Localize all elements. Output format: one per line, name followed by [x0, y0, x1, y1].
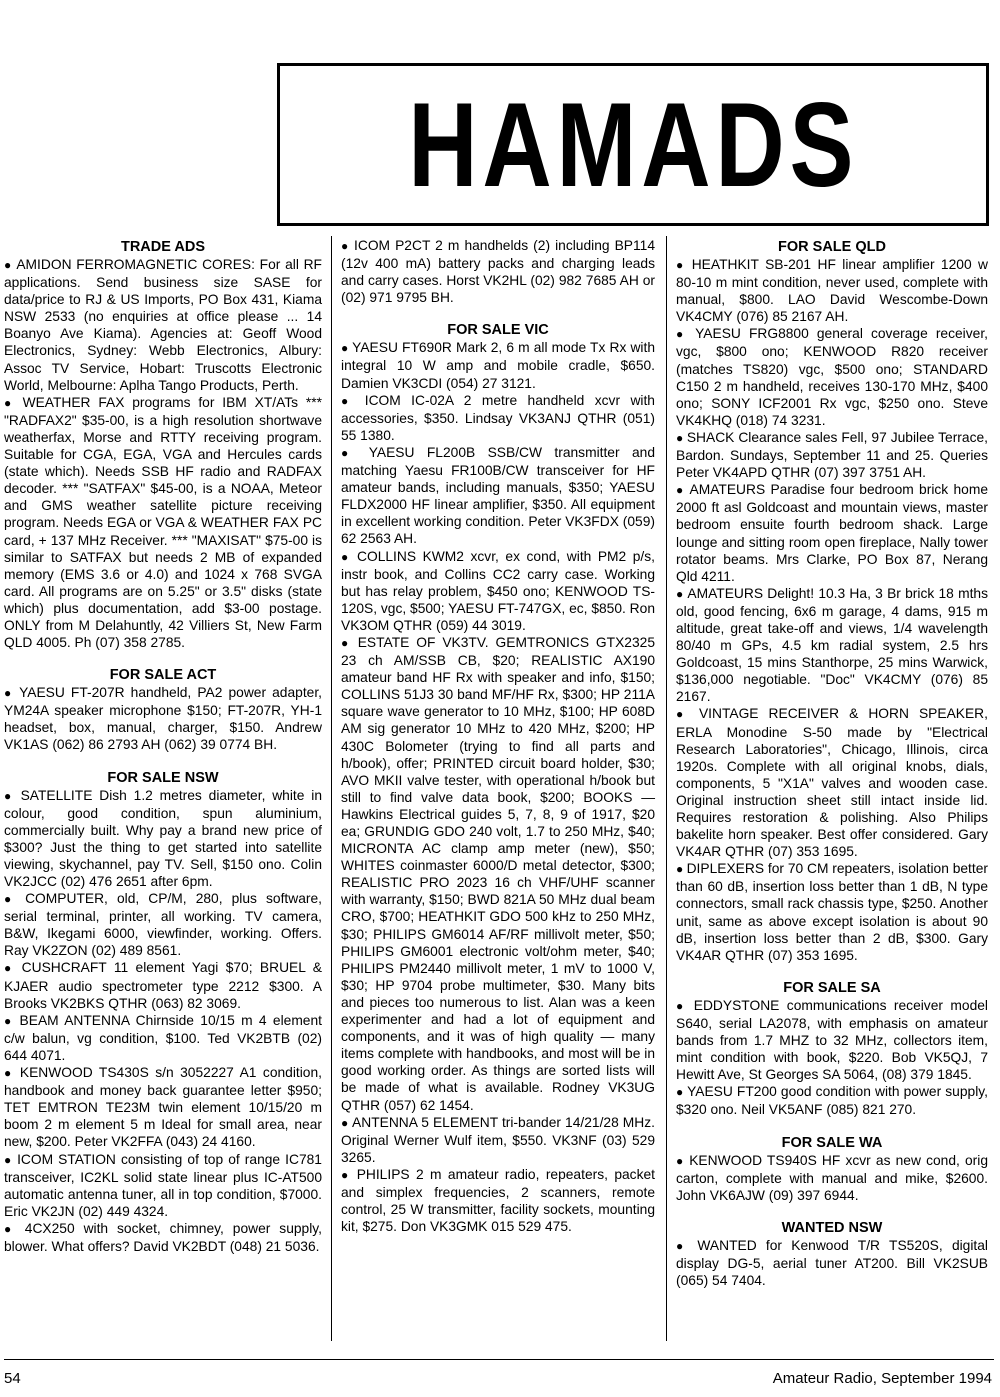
- section-heading: TRADE ADS: [120, 239, 206, 255]
- column-3: [676, 237, 988, 1397]
- classified-ad: ● HEATHKIT SB-201 HF linear amplifier 1200 w 80-10 m mint condition, never used, complete with manual, $800. LAO David Wescombe-Down VK4CMY (076) 85 2167 AH.: [676, 256, 988, 325]
- classified-ad: ● AMIDON FERROMAGNETIC CORES: For all RF applications. Send business size SASE for data/price to RJ & US Imports, PO Box 431, Kiama NSW 2533 (no enquiries at office please ... 14 Boanyo Ave Kiama). Agencies at: Geoff Wood Electronics, Sydney: Webb Electronics, Albury: Assoc TV Service, Hobart: Truscotts Electronic World, Melbourne: Aplha Tango Products, Perth.: [4, 256, 322, 394]
- classified-ad: ● KENWOOD TS430S s/n 3052227 A1 condition, handbook and money back guarantee letter $950; TET EMTRON TE23M twin element 10/15/20 m boom 2 m element 5 m Ideal for small area, near new, $200. Peter VK2FFA (043) 24 4160.: [4, 1064, 322, 1150]
- classified-ad: ● ICOM STATION consisting of top of range IC781 transceiver, IC2KL solid state linear plus IC-AT500 automatic antenna tuner, all in top condition, $7000. Eric VK2JN (02) 449 4324.: [4, 1151, 322, 1220]
- classified-ad: ● YAESU FRG8800 general coverage receiver, vgc, $800 ono; KENWOOD R820 receiver (matches TS820) vgc, $500 ono; STANDARD C150 2 m handheld, receives 130-170 MHz, $400 ono; SONY ICF2001 Rx vgc, $250 ono. Steve VK4KHQ (018) 74 3231.: [676, 325, 988, 429]
- section-heading: WANTED NSW: [781, 1219, 883, 1236]
- classified-ad: ● WEATHER FAX programs for IBM XT/ATs *** "RADFAX2" $35-00, is a high resolution shortwave weatherfax, Morse and RTTY receiving program. Suitable for CGA, EGA, VGA and Hercules cards (state which). Needs SSB HF radio and RADFAX decoder. *** "SATFAX" $45-00, is a NOAA, Meteor and GMS weather satellite picture receiving program. Needs EGA or VGA & WEATHER FAX PC card, + 137 MHz Receiver. *** "MAXISAT" $75-00 is similar to SATFAX but needs 2 MB of expanded memory (EMS 3.6 or 4.0) and 1024 x 768 SVGA card. All programs are on 5.25" or 3.5" disks (state which) plus documentation, add $3-00 postage. ONLY from M Delahuntly, 42 Villiers St, New Farm QLD 4005. Ph (07) 358 2785.: [4, 394, 322, 651]
- column-2: [341, 237, 655, 1397]
- classified-ad: ● YAESU FL200B SSB/CW transmitter and matching Yaesu FR100B/CW transceiver for HF amateur bands, including manuals, $350; YAESU FLDX2000 HF linear amplifier, $350. All equipment in excellent working condition. Peter VK3FDX (059) 62 2563 AH.: [341, 444, 655, 548]
- section-heading: FOR SALE NSW: [107, 769, 219, 786]
- classified-ad: ● COLLINS KWM2 xcvr, ex cond, with PM2 p/s, instr book, and Collins CC2 carry case. Working but has relay problem, $450 ono; KENWOOD TS-120S, vgc, $500; YAESU FT-747GX, ec, $850. Ron VK3OM QTHR (059) 44 3019.: [341, 548, 655, 634]
- classified-ad: ● ICOM IC-02A 2 metre handheld xcvr with accessories, $350. Lindsay VK3ANJ QTHR (051) 55 1380.: [341, 392, 655, 444]
- classified-ad: ● WANTED for Kenwood T/R TS520S, digital display DG-5, aerial tuner AT200. Bill VK2SUB (065) 54 7404.: [676, 1237, 988, 1289]
- column-divider: [331, 236, 332, 1341]
- page-number: 54: [4, 1370, 21, 1387]
- classified-ad: ● BEAM ANTENNA Chirnside 10/15 m 4 element c/w balun, vg condition, $100. Ted VK2BTB (02) 644 4071.: [4, 1012, 322, 1064]
- footer-divider: [4, 1359, 994, 1360]
- column-1: [4, 237, 322, 1397]
- classified-ad: ● 4CX250 with socket, chimney, power supply, blower. What offers? David VK2BDT (048) 21 5036.: [4, 1220, 322, 1255]
- classified-ad: ● COMPUTER, old, CP/M, 280, plus software, serial terminal, printer, all working. TV camera, B&W, Ikegami 6000, viewfinder, working. Offers. Ray VK2ZON (02) 489 8561.: [4, 890, 322, 959]
- classified-ad: ● VINTAGE RECEIVER & HORN SPEAKER, ERLA Monodine S-50 made by "Electrical Research Laboratories", Chicago, Illinois, circa 1920s. Complete with all original knobs, dials, components, 5 "X1A" valves and wooden case. Original instruction sheet still intact inside lid. Requires restoration & polishing. Also Philips bakelite horn speaker. Best offer considered. Gary VK4AR QTHR (07) 353 1695.: [676, 705, 988, 860]
- classified-ad: ● CUSHCRAFT 11 element Yagi $70; BRUEL & KJAER audio spectrometer type 2212 $300. A Brooks VK2BKS QTHR (063) 82 3069.: [4, 959, 322, 1011]
- classified-ad: ● AMATEURS Delight! 10.3 Ha, 3 Br brick 18 mths old, good fencing, 6x6 m garage, 4 dams, 915 m altitude, great take-off and views, 1/4 wavelength 80/40 m GPs, 4.5 km radial system, 2.5 hrs Goldcoast, 15 mins Stanthorpe, 25 mins Warwick, $136,000 negotiable. "Doc" VK4CMY (076) 85 2167.: [676, 585, 988, 706]
- classified-ad: ● PHILIPS 2 m amateur radio, repeaters, packet and simplex frequencies, 2 scanners, remote control, 25 W transmitter, facility sockets, mounting kit, $275. Don VK3GMK 015 529 475.: [341, 1166, 655, 1235]
- page-title: HAMADS: [407, 77, 859, 212]
- classified-ad: ● SHACK Clearance sales Fell, 97 Jubilee Terrace, Bardon. Sundays, September 11 and 25. Queries Peter VK4APD QTHR (07) 397 3751 AH.: [676, 429, 988, 481]
- section-heading: FOR SALE WA: [781, 1134, 883, 1151]
- classified-ad: ● ICOM P2CT 2 m handhelds (2) including BP114 (12v 400 mA) battery packs and charging leads and carry cases. Horst VK2HL (02) 982 7685 AH or (02) 971 9795 BH.: [341, 237, 655, 306]
- classified-ad: ● AMATEURS Paradise four bedroom brick home 2000 ft asl Goldcoast and mountain views, master bedroom ensuite fourth bedroom shack. Large lounge and sitting room open fireplace, Nally tower rotator beams. Mrs Clarke, PO Box 87, Nerang Qld 4211.: [676, 481, 988, 585]
- classified-ad: ● YAESU FT690R Mark 2, 6 m all mode Tx Rx with integral 10 W amp and mobile cradle, $650. Damien VK3CDI (054) 27 3121.: [341, 339, 655, 391]
- section-heading: FOR SALE SA: [783, 979, 881, 996]
- section-heading: FOR SALE VIC: [447, 322, 549, 339]
- masthead-box: [277, 63, 989, 226]
- publication-line: Amateur Radio, September 1994: [772, 1370, 992, 1387]
- classified-ad: ● EDDYSTONE communications receiver model S640, serial LA2078, with emphasis on amateur bands from 1.7 MHZ to 32 MHz, collectors item, mint condition with book, $220. Bob VK5QJ, 7 Hewitt Ave, St Georges SA 5064, (08) 379 1845.: [676, 997, 988, 1083]
- classified-ad: ● ESTATE OF VK3TV. GEMTRONICS GTX2325 23 ch AM/SSB CB, $20; REALISTIC AX190 amateur band HF Rx with speaker and info, $150; COLLINS 51J3 30 band MF/HF Rx, $300; HP 211A square wave generator to 10 MHz, $100; HP 608D AM sig generator 10 MHz to 420 MHz, $200; HP 430C Bolometer (trying to find all parts and h/book), offer; PRINTED circuit board holder, $30; AVO MKII valve tester, with operational h/book but still to find valve data book, $200; BOOKS — Hawkins Electrical guides 5, 7, 8, 9 of 1917, $20 ea; GRUNDIG GDO 240 volt, 1.7 to 250 MHz, $40; MICRONTA AC clamp amp meter (new), $50; WHITES coinmaster 6000/D metal detector, $300; REALISTIC PRO 2023 16 ch VHF/UHF scanner with warranty, $150; BWD 821A 50 MHz dual beam CRO, $700; HEATHKIT GDO 500 kHz to 250 MHz, $30; PHILIPS GM6014 AF/RF millivolt meter, $50; PHILIPS GM6001 electronic volt/ohm meter, $40; PHILIPS PM2440 millivolt meter, 1 mV to 1000 V, $30; HP 9704 probe multimeter, $30. Many bits and pieces too numerous to list. Alan was a keen experimenter and had a lot of equipment and components, and it was of high quality — many items complete with handbooks, and most will be in good working order. As things are sorted lists will be made of what is available. Rodney VK3UG QTHR (057) 62 1454.: [341, 634, 655, 1114]
- classified-ad: ● YAESU FT200 good condition with power supply, $320 ono. Neil VK5ANF (085) 821 270.: [676, 1083, 988, 1118]
- classified-ad: ● SATELLITE Dish 1.2 metres diameter, white in colour, good condition, spun aluminium, commercially built. Why pay a brand new price of $300? Just the thing to get started into satellite viewing, skychannel, pay TV. Sell, $150 ono. Colin VK2JCC (02) 476 2651 after 6pm.: [4, 787, 322, 891]
- classified-ad: ● DIPLEXERS for 70 CM repeaters, isolation better than 60 dB, insertion loss better than 1 dB, N type connectors, small rack chassis type, $250. Another unit, same as above except isolation is about 90 dB, insertion loss better than 2 dB, $300. Gary VK4AR QTHR (07) 353 1695.: [676, 860, 988, 964]
- classified-ad: ● ANTENNA 5 ELEMENT tri-bander 14/21/28 MHz. Original Werner Wulf item, $550. VK3NF (03) 529 3265.: [341, 1114, 655, 1166]
- column-divider: [666, 236, 667, 1341]
- section-heading: FOR SALE ACT: [109, 667, 217, 684]
- classified-ad: ● KENWOOD TS940S HF xcvr as new cond, orig carton, complete with manual and mike, $2600. John VK6AJW (09) 397 6944.: [676, 1152, 988, 1204]
- section-heading: FOR SALE QLD: [778, 239, 886, 255]
- classified-ad: ● YAESU FT-207R handheld, PA2 power adapter, YM24A speaker microphone $150; FT-207R, YH-1 headset, box, manual, charger, $150. Andrew VK1AS (062) 86 2793 AH (062) 39 0774 BH.: [4, 684, 322, 753]
